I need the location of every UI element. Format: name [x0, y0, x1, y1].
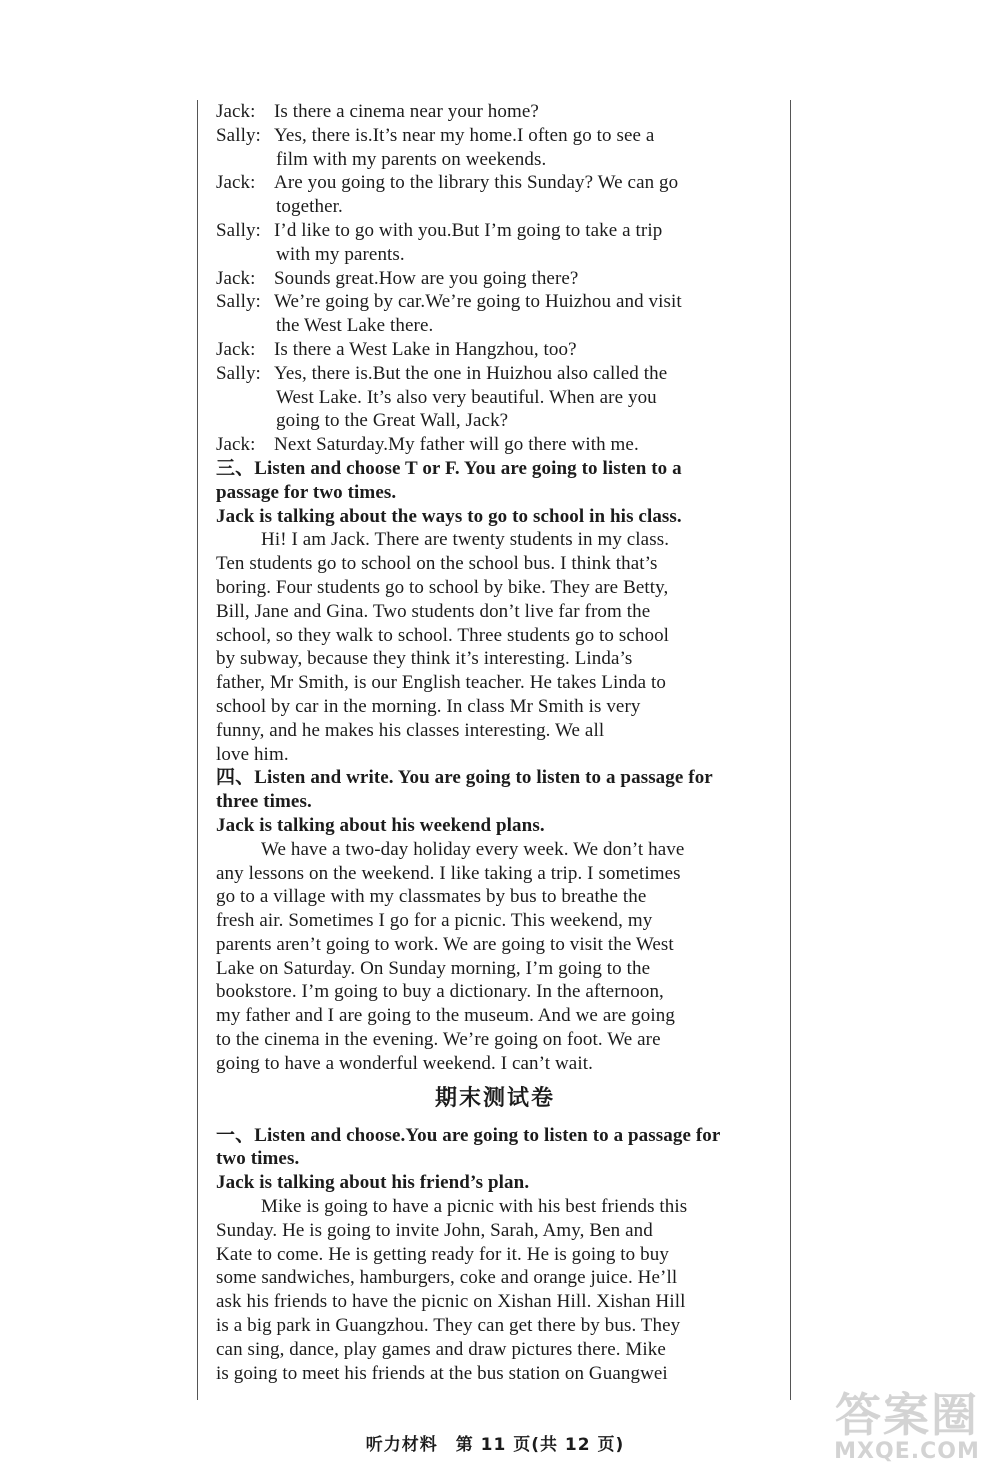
passage-line: We have a two-day holiday every week. We don’t have — [261, 838, 685, 860]
section-heading: three times. — [216, 791, 312, 813]
section-subheading: Jack is talking about his weekend plans. — [216, 814, 545, 836]
passage-line: school by car in the morning. In class Mr Smith is very — [216, 695, 641, 717]
passage-line: Kate to come. He is getting ready for it. He is going to buy — [216, 1243, 669, 1265]
passage-line: father, Mr Smith, is our English teacher. He takes Linda to — [216, 672, 666, 694]
speaker-label: Sally: — [216, 362, 261, 384]
dialog-turn — [216, 100, 774, 124]
dialog-text-continued: going to the Great Wall, Jack? — [276, 410, 509, 432]
dialog-text: Next Saturday.My father will go there with me. — [274, 434, 639, 456]
page-footer: 听力材料 第 11 页(共 12 页) — [365, 1435, 625, 1455]
passage-line: Hi! I am Jack. There are twenty students in my class. — [261, 529, 670, 551]
speaker-label: Sally: — [216, 219, 261, 241]
speaker-label: Jack: — [216, 101, 256, 122]
dialog-text: Is there a cinema near your home? — [274, 101, 539, 122]
passage-line: my father and I are going to the museum. And we are going — [216, 1005, 675, 1027]
passage-line: funny, and he makes his classes interesting. We all — [216, 719, 605, 741]
passage-line: Ten students go to school on the school bus. I think that’s — [216, 553, 658, 575]
passage-line: to the cinema in the evening. We’re going on foot. We are — [216, 1029, 661, 1051]
section-heading: passage for two times. — [216, 481, 397, 503]
passage-line: is a big park in Guangzhou. They can get there by bus. They — [216, 1315, 681, 1337]
section-subheading: Jack is talking about the ways to go to school in his class. — [216, 505, 682, 527]
dialog-text: Are you going to the library this Sunday? We can go — [274, 172, 679, 194]
passage-line: Sunday. He is going to invite John, Sarah, Amy, Ben and — [216, 1219, 653, 1241]
watermark-logo: 答案圈 — [835, 1388, 979, 1442]
section-subheading: Jack is talking about his friend’s plan. — [216, 1172, 530, 1194]
speaker-label: Sally: — [216, 291, 261, 313]
passage-line: school, so they walk to school. Three students go to school — [216, 624, 670, 646]
section-heading: 四、Listen and write. You are going to listen to a passage for — [216, 767, 713, 789]
page-body — [216, 100, 774, 1385]
passage-line: going to have a wonderful weekend. I can’t wait. — [216, 1052, 593, 1074]
passage-line: is going to meet his friends at the bus station on Guangwei — [216, 1362, 668, 1384]
passage-line: Bill, Jane and Gina. Two students don’t live far from the — [216, 600, 651, 622]
left-margin-rule — [197, 100, 198, 1400]
speaker-label: Sally: — [216, 124, 261, 146]
dialog-turn — [216, 171, 774, 219]
dialog-text: Is there a West Lake in Hangzhou, too? — [274, 338, 577, 360]
dialog-text: Sounds great.How are you going there? — [274, 267, 579, 289]
passage-line: boring. Four students go to school by bike. They are Betty, — [216, 576, 669, 598]
dialog-text-continued: the West Lake there. — [276, 315, 434, 337]
dialog-turn — [216, 267, 774, 291]
section-three — [216, 457, 774, 766]
speaker-label: Jack: — [216, 267, 256, 289]
dialog-text: Yes, there is.It’s near my home.I often go to see a — [274, 124, 655, 146]
passage-line: go to a village with my classmates by bus to breathe the — [216, 886, 647, 908]
watermark — [822, 1390, 992, 1464]
passage-line: Lake on Saturday. On Sunday morning, I’m going to the — [216, 957, 651, 979]
speaker-label: Jack: — [216, 172, 256, 194]
dialog — [216, 100, 774, 457]
final-test-section-one — [216, 1124, 774, 1386]
dialog-turn — [216, 124, 774, 172]
dialog-text: I’d like to go with you.But I’m going to take a trip — [274, 219, 663, 241]
dialog-text: We’re going by car.We’re going to Huizhou and visit — [274, 291, 682, 313]
section-heading: 三、Listen and choose T or F. You are going to listen to a — [216, 457, 682, 479]
dialog-text-continued: together. — [276, 196, 343, 218]
dialog-text: Yes, there is.But the one in Huizhou also called the — [274, 362, 668, 384]
dialog-text-continued: West Lake. It’s also very beautiful. When are you — [276, 386, 657, 408]
right-margin-rule — [790, 100, 791, 1400]
dialog-text-continued: film with my parents on weekends. — [276, 148, 547, 170]
dialog-turn — [216, 219, 774, 267]
watermark-url: MXQE.COM — [834, 1439, 980, 1464]
section-four — [216, 766, 774, 1075]
passage-line: parents aren’t going to work. We are going to visit the West — [216, 933, 674, 955]
passage-line: ask his friends to have the picnic on Xishan Hill. Xishan Hill — [216, 1291, 686, 1313]
passage-line: bookstore. I’m going to buy a dictionary. In the afternoon, — [216, 981, 664, 1003]
final-test-title: 期末测试卷 — [434, 1085, 555, 1111]
section-heading: 一、Listen and choose.You are going to listen to a passage for — [216, 1124, 721, 1146]
dialog-turn — [216, 338, 774, 362]
speaker-label: Jack: — [216, 338, 256, 360]
passage-line: some sandwiches, hamburgers, coke and orange juice. He’ll — [216, 1267, 678, 1289]
dialog-turn — [216, 433, 774, 457]
dialog-turn — [216, 290, 774, 338]
passage-line: fresh air. Sometimes I go for a picnic. This weekend, my — [216, 910, 653, 932]
dialog-text-continued: with my parents. — [276, 243, 405, 265]
passage-line: any lessons on the weekend. I like taking a trip. I sometimes — [216, 862, 681, 884]
speaker-label: Jack: — [216, 434, 256, 456]
passage-line: Mike is going to have a picnic with his best friends this — [261, 1196, 688, 1218]
passage-line: love him. — [216, 743, 289, 765]
passage-line: by subway, because they think it’s interesting. Linda’s — [216, 648, 633, 670]
dialog-turn — [216, 362, 774, 433]
section-heading: two times. — [216, 1148, 300, 1170]
passage-line: can sing, dance, play games and draw pictures there. Mike — [216, 1338, 666, 1360]
